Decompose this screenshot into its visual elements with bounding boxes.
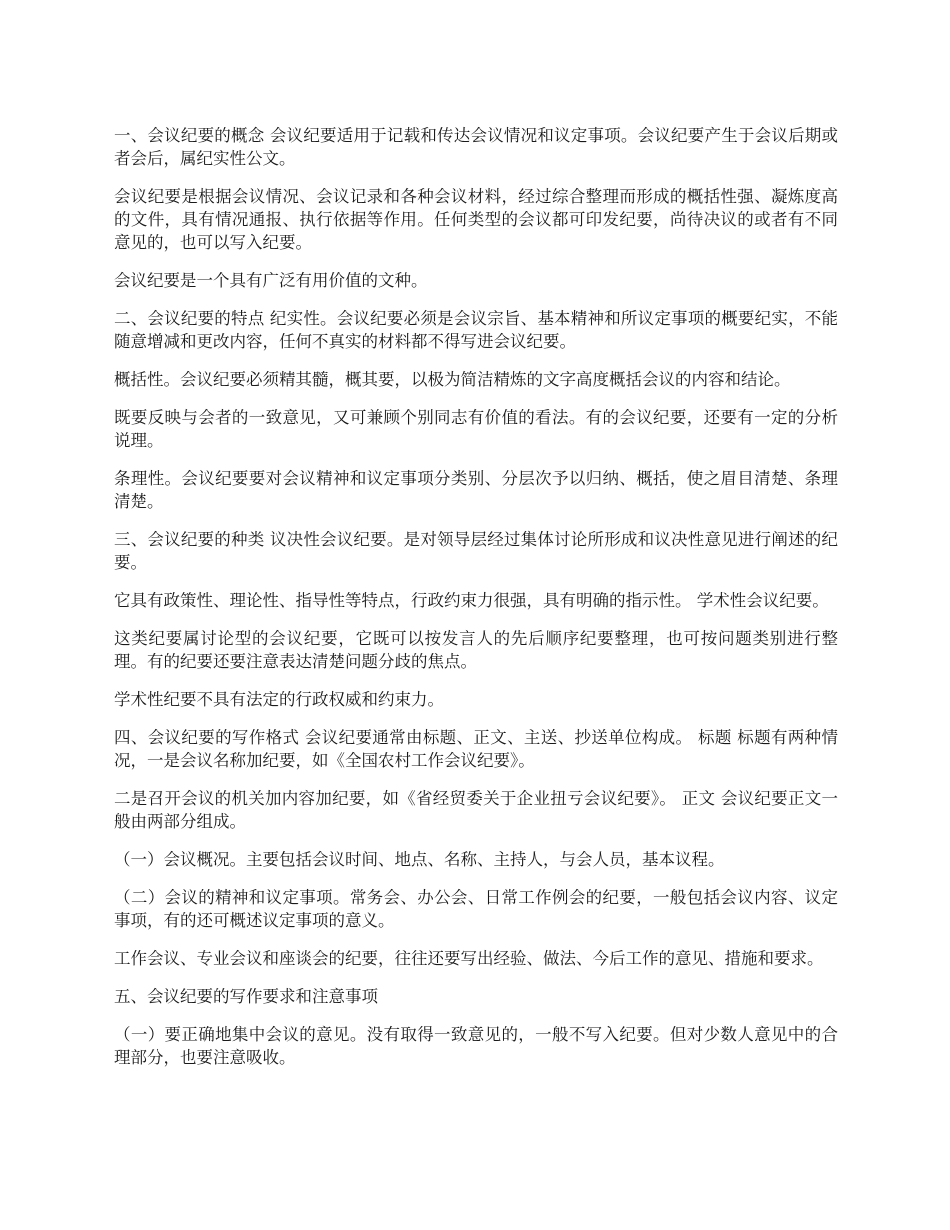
paragraph-policy: 它具有政策性、理论性、指导性等特点，行政约束力很强，具有明确的指示性。 学术性会议纪要。 (114, 591, 829, 610)
paragraph-discussion: 这类纪要属讨论型的会议纪要，它既可以按发言人的先后顺序纪要整理，也可按问题类别进行整理。有的纪要还要注意表达清楚问题分歧的焦点。 (114, 629, 838, 671)
paragraph-title-types: 二是召开会议的机关加内容加纪要，如《省经贸委关于企业扭亏会议纪要》。 正文 会议纪要正文一般由两部分组成。 (114, 789, 838, 831)
paragraph-summary: 概括性。会议纪要必须精其髓，概其要，以极为简洁精炼的文字高度概括会议的内容和结论。 (114, 370, 791, 389)
paragraph-types: 三、会议纪要的种类 议决性会议纪要。是对领导层经过集体讨论所形成和议决性意见进行阐述的纪要。 (114, 530, 838, 572)
paragraph-requirement-one: （一）要正确地集中会议的意见。没有取得一致意见的，一般不写入纪要。但对少数人意见中的合理部分，也要注意吸收。 (114, 1025, 838, 1067)
paragraph-overview: （一）会议概况。主要包括会议时间、地点、名称、主持人，与会人员，基本议程。 (114, 850, 725, 869)
paragraph-academic: 学术性纪要不具有法定的行政权威和约束力。 (114, 690, 444, 709)
paragraph-features: 二、会议纪要的特点 纪实性。会议纪要必须是会议宗旨、基本精神和所议定事项的概要纪实，不能随意增减和更改内容，任何不真实的材料都不得写进会议纪要。 (114, 309, 838, 351)
paragraph-definition: 会议纪要是根据会议情况、会议记录和各种会议材料，经过综合整理而形成的概括性强、凝炼度高的文件，具有情况通报、执行依据等作用。任何类型的会议都可印发纪要，尚待决议的或者有不同意见的，也可以写入纪要。 (114, 187, 838, 252)
paragraph-work-meetings: 工作会议、专业会议和座谈会的纪要，往往还要写出经验、做法、今后工作的意见、措施和要求。 (114, 949, 824, 968)
paragraph-requirements-heading: 五、会议纪要的写作要求和注意事项 (114, 987, 378, 1006)
document-body (114, 124, 838, 1084)
paragraph-spirit: （二）会议的精神和议定事项。常务会、办公会、日常工作例会的纪要，一般包括会议内容、议定事项，有的还可概述议定事项的意义。 (114, 888, 838, 930)
paragraph-concept: 一、会议纪要的概念 会议纪要适用于记载和传达会议情况和议定事项。会议纪要产生于会议后期或者会后，属纪实性公文。 (114, 126, 838, 168)
paragraph-organization: 条理性。会议纪要要对会议精神和议定事项分类别、分层次予以归纳、概括，使之眉目清楚、条理清楚。 (114, 469, 838, 511)
paragraph-value: 会议纪要是一个具有广泛有用价值的文种。 (114, 271, 428, 290)
paragraph-format: 四、会议纪要的写作格式 会议纪要通常由标题、正文、主送、抄送单位构成。 标题 标题有两种情况，一是会议名称加纪要，如《全国农村工作会议纪要》。 (114, 728, 838, 770)
paragraph-opinions: 既要反映与会者的一致意见，又可兼顾个别同志有价值的看法。有的会议纪要，还要有一定的分析说理。 (114, 408, 838, 450)
